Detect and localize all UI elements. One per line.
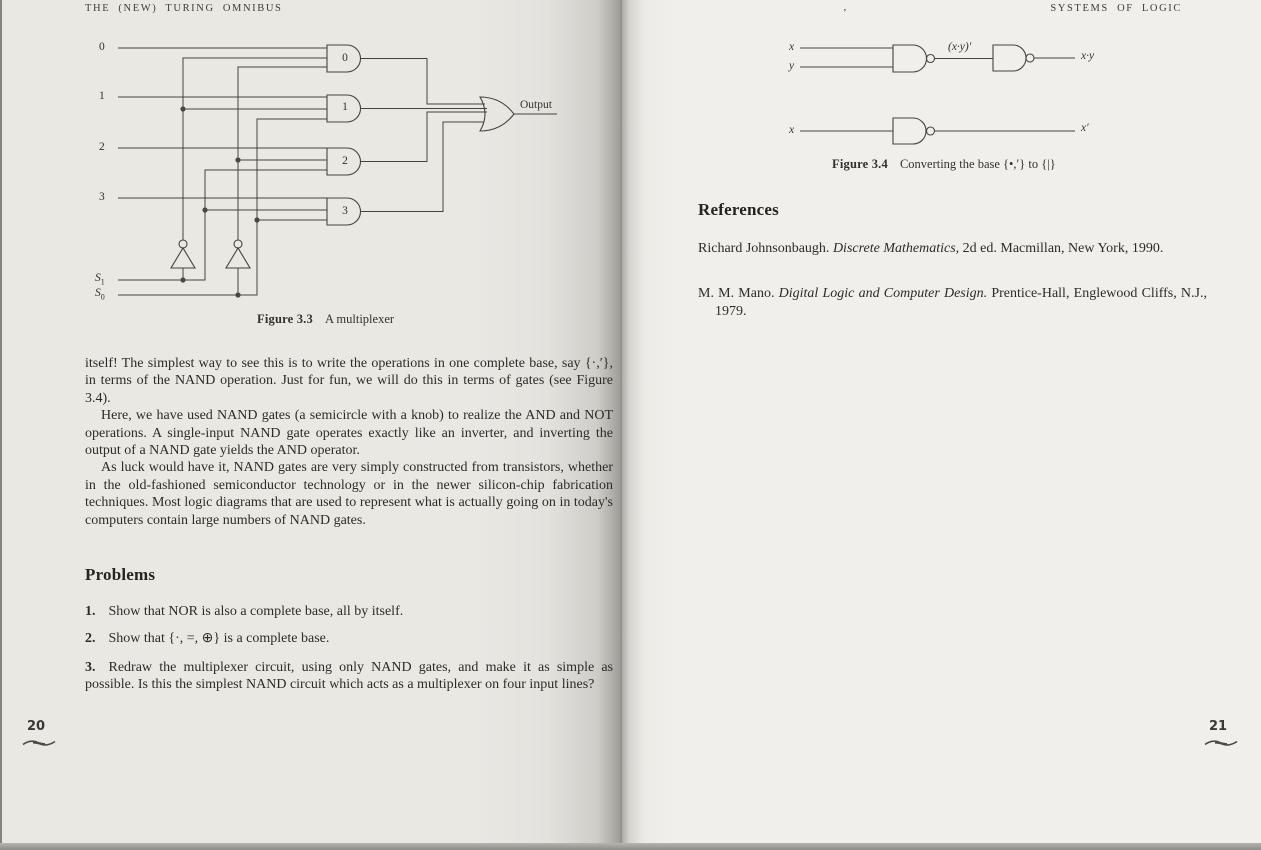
paragraph: Here, we have used NAND gates (a semicircle with a knob) to realize the AND and NOT operations. A single-input NAND gate operates exactly like an inverter, and inverting the output of a NAND gate yields the AND operator. <box>85 408 613 459</box>
and-gate-label-1: 1 <box>342 101 348 113</box>
page-number-swash-right <box>1204 739 1238 748</box>
reference-title: Discrete Mathematics, <box>832 241 960 256</box>
references-heading: References <box>698 200 779 219</box>
figure33-caption-label: Figure 3.3 <box>257 312 313 326</box>
mux-input-label-3: 3 <box>99 191 105 203</box>
problem-item-1 <box>85 603 613 620</box>
and-gate-label-0: 0 <box>342 52 348 64</box>
figure34-caption-text: Converting the base {•,′} to {|} <box>899 157 1056 171</box>
inverter-s1 <box>171 240 195 283</box>
page-number-right: 21 <box>1209 719 1228 734</box>
inverter-s0 <box>226 240 250 298</box>
nand-conversion-figure <box>780 33 1100 163</box>
reference-publication: 2d ed. Macmillan, New York, 1990. <box>959 241 1164 256</box>
reference-title: Digital Logic and Computer Design. <box>778 286 988 301</box>
body-text <box>85 355 613 529</box>
input-lines <box>118 48 327 198</box>
reference-item <box>698 240 1207 258</box>
nand-gate-not <box>800 118 1075 144</box>
mux-input-label-0: 0 <box>99 41 105 53</box>
problem-text: Redraw the multiplexer circuit, using only NAND gates, and make it as simple as possible. Is this the simplest NAND circuit which acts as a multiplexer on four input lines? <box>85 660 613 693</box>
figure33-caption <box>257 312 394 327</box>
figure34-caption-label: Figure 3.4 <box>832 157 888 171</box>
select-label-s1: $S_1$ <box>95 272 105 287</box>
fig34-label-y: y <box>789 60 795 72</box>
problem-number: 1. <box>85 604 96 619</box>
reference-publication: Prentice-Hall, Englewood Cliffs, N.J., 1979. <box>715 286 1207 319</box>
reference-authors: M. M. Mano. <box>698 286 779 301</box>
fig34-label-x-top: x <box>789 41 795 53</box>
problem-number: 3. <box>85 660 96 675</box>
multiplexer-circuit-figure <box>85 33 565 308</box>
nand-gate-and-pair <box>800 45 1075 72</box>
problem-number: 2. <box>85 631 96 646</box>
select-label-s0: $S_0$ <box>95 287 105 302</box>
paragraph: itself! The simplest way to see this is to write the operations in one complete base, say {·,′}, in terms of the NAND operation. Just for fun, we will do this in terms of gates (see Figure 3.4). <box>85 356 613 406</box>
and-gate-label-2: 2 <box>342 155 348 167</box>
and-gate-label-3: 3 <box>342 205 348 217</box>
problem-text: Show that NOR is also a complete base, all by itself. <box>108 604 404 619</box>
fig34-label-mid: (x·y)′ <box>948 41 972 53</box>
scan-left-edge <box>0 0 2 843</box>
problem-text: Show that {·, =, ⊕} is a complete base. <box>108 631 330 646</box>
reference-item <box>698 285 1207 320</box>
problem-item-2 <box>85 630 613 647</box>
mux-input-label-2: 2 <box>99 141 105 153</box>
running-head-right: SYSTEMS OF LOGIC <box>1050 3 1182 14</box>
fig34-label-out-bottom: x′ <box>1081 122 1089 134</box>
fig34-label-x-bottom: x <box>789 124 795 136</box>
page-number-swash-left <box>22 739 56 748</box>
mux-output-label: Output <box>520 99 552 111</box>
fig34-label-out-top: x·y <box>1081 50 1095 62</box>
problem-item-3 <box>85 659 613 694</box>
figure33-caption-text: A multiplexer <box>324 312 395 326</box>
figure34-caption <box>832 157 1056 172</box>
paragraph: As luck would have it, NAND gates are very simply constructed from transistors, whether in the old-fashioned semiconductor technology or in the newer silicon-chip fabrication techniques. Most logic diagrams that are used to represent what is actually going on in today's computers contain large numbers of NAND gates. <box>85 460 613 528</box>
select-wiring <box>118 58 327 295</box>
problems-heading: Problems <box>85 565 156 584</box>
gate-output-wires <box>361 59 488 212</box>
running-head-left: THE (NEW) TURING OMNIBUS <box>85 3 283 14</box>
mux-input-label-1: 1 <box>99 90 105 102</box>
page-number-left: 20 <box>27 719 46 734</box>
reference-authors: Richard Johnsonbaugh. <box>698 241 833 256</box>
scan-artifact-mark: ’ <box>843 7 847 19</box>
scan-bottom-edge <box>0 843 1261 850</box>
